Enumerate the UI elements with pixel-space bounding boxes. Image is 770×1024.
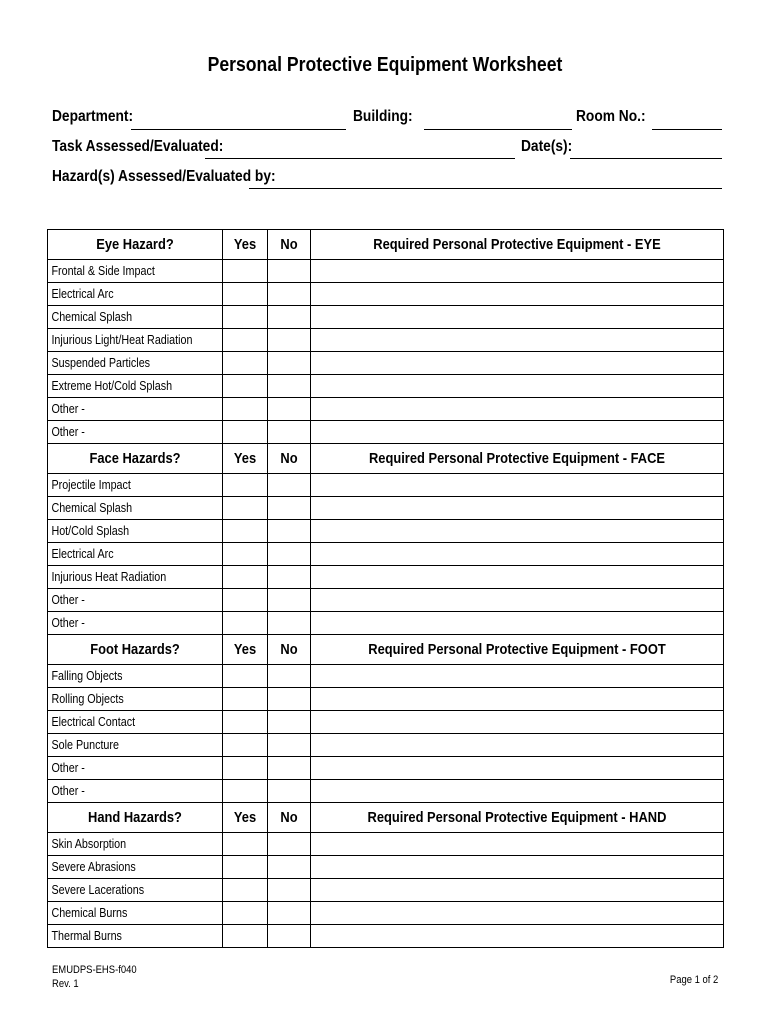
ppe-required-header-cell [311, 803, 724, 833]
hazard-row [48, 421, 724, 444]
ppe-required-header-cell [311, 444, 724, 474]
hazard-label-cell [48, 543, 223, 566]
ppe-required-cell[interactable] [311, 543, 724, 566]
room-field[interactable] [652, 129, 722, 130]
department-field[interactable] [131, 129, 346, 130]
hazard-label-cell [48, 780, 223, 803]
hazard-label-cell [48, 283, 223, 306]
no-cell[interactable] [268, 589, 311, 612]
yes-header-cell [223, 803, 268, 833]
no-header: No [280, 641, 298, 658]
hazard-label-cell [48, 375, 223, 398]
hazard-label: Severe Abrasions [51, 860, 136, 874]
no-cell[interactable] [268, 665, 311, 688]
hazard-label-cell [48, 520, 223, 543]
yes-cell[interactable] [223, 520, 268, 543]
yes-cell[interactable] [223, 566, 268, 589]
yes-header-cell [223, 444, 268, 474]
ppe-required-cell[interactable] [311, 589, 724, 612]
hazard-row [48, 520, 724, 543]
ppe-required-cell[interactable] [311, 757, 724, 780]
yes-cell[interactable] [223, 543, 268, 566]
no-cell[interactable] [268, 543, 311, 566]
hazard-label: Electrical Arc [51, 547, 114, 561]
yes-cell[interactable] [223, 398, 268, 421]
no-header: No [280, 450, 298, 467]
ppe-required-cell[interactable] [311, 497, 724, 520]
ppe-required-cell[interactable] [311, 352, 724, 375]
ppe-required-cell[interactable] [311, 398, 724, 421]
hazard-row [48, 665, 724, 688]
ppe-required-cell[interactable] [311, 711, 724, 734]
room-label: Room No.: [576, 108, 646, 125]
ppe-required-cell[interactable] [311, 688, 724, 711]
hazard-row [48, 566, 724, 589]
no-cell[interactable] [268, 856, 311, 879]
yes-cell[interactable] [223, 283, 268, 306]
yes-cell[interactable] [223, 375, 268, 398]
hazard-label: Other - [51, 402, 85, 416]
hazard-label: Extreme Hot/Cold Splash [51, 379, 173, 393]
hazard-label: Other - [51, 784, 85, 798]
ppe-required-cell[interactable] [311, 260, 724, 283]
ppe-required-cell[interactable] [311, 879, 724, 902]
no-cell[interactable] [268, 329, 311, 352]
hazard-row [48, 734, 724, 757]
hazard-label: Injurious Heat Radiation [51, 570, 167, 584]
hazard-row [48, 902, 724, 925]
ppe-required-header: Required Personal Protective Equipment - EYE [373, 236, 661, 253]
section-title-cell [48, 444, 223, 474]
no-cell[interactable] [268, 688, 311, 711]
hazard-label: Suspended Particles [51, 356, 151, 370]
hazard-row [48, 757, 724, 780]
ppe-required-cell[interactable] [311, 283, 724, 306]
building-label: Building: [353, 108, 413, 125]
dates-label: Date(s): [521, 138, 573, 155]
hazard-label-cell [48, 589, 223, 612]
ppe-required-header-cell [311, 230, 724, 260]
yes-cell[interactable] [223, 833, 268, 856]
no-cell[interactable] [268, 925, 311, 948]
hazard-row [48, 925, 724, 948]
yes-header-cell [223, 230, 268, 260]
section-title: Eye Hazard? [96, 236, 174, 253]
hazard-label-cell [48, 902, 223, 925]
hazard-label: Hot/Cold Splash [51, 524, 130, 538]
hazards-by-label: Hazard(s) Assessed/Evaluated by: [52, 168, 276, 185]
no-cell[interactable] [268, 474, 311, 497]
hazard-row [48, 375, 724, 398]
hazard-label: Other - [51, 593, 85, 607]
section-title-cell [48, 803, 223, 833]
hazard-label-cell [48, 474, 223, 497]
no-cell[interactable] [268, 260, 311, 283]
hazard-label: Rolling Objects [51, 692, 124, 706]
hazard-label: Chemical Splash [51, 310, 133, 324]
yes-cell[interactable] [223, 856, 268, 879]
yes-cell[interactable] [223, 902, 268, 925]
no-cell[interactable] [268, 520, 311, 543]
hazard-label: Thermal Burns [51, 929, 122, 943]
no-header-cell [268, 635, 311, 665]
hazard-label-cell [48, 734, 223, 757]
no-cell[interactable] [268, 306, 311, 329]
yes-cell[interactable] [223, 474, 268, 497]
ppe-required-cell[interactable] [311, 856, 724, 879]
ppe-required-cell[interactable] [311, 902, 724, 925]
hazards-by-field[interactable] [249, 188, 722, 189]
no-cell[interactable] [268, 879, 311, 902]
hazard-row [48, 780, 724, 803]
hazard-label: Injurious Light/Heat Radiation [51, 333, 193, 347]
hazard-label-cell [48, 260, 223, 283]
hazard-label: Projectile Impact [51, 478, 131, 492]
hazard-label: Other - [51, 761, 85, 775]
section-header-row [48, 230, 724, 260]
section-title: Hand Hazards? [88, 809, 182, 826]
page-number: Page 1 of 2 [669, 974, 718, 986]
ppe-table [47, 229, 724, 948]
no-cell[interactable] [268, 497, 311, 520]
hazard-label: Electrical Contact [51, 715, 136, 729]
department-label: Department: [52, 108, 134, 125]
ppe-required-cell[interactable] [311, 375, 724, 398]
yes-cell[interactable] [223, 879, 268, 902]
hazard-row [48, 283, 724, 306]
hazard-label-cell [48, 612, 223, 635]
hazard-label-cell [48, 757, 223, 780]
hazard-row [48, 711, 724, 734]
yes-header: Yes [233, 809, 257, 826]
hazard-label: Other - [51, 425, 85, 439]
hazard-label-cell [48, 329, 223, 352]
no-cell[interactable] [268, 757, 311, 780]
building-field[interactable] [424, 129, 572, 130]
ppe-required-cell[interactable] [311, 612, 724, 635]
hazard-label: Skin Absorption [51, 837, 127, 851]
dates-field[interactable] [570, 158, 722, 159]
yes-cell[interactable] [223, 329, 268, 352]
no-header: No [280, 236, 298, 253]
section-header-row [48, 803, 724, 833]
hazard-row [48, 474, 724, 497]
hazard-row [48, 589, 724, 612]
hazard-label-cell [48, 497, 223, 520]
ppe-required-cell[interactable] [311, 421, 724, 444]
ppe-required-cell[interactable] [311, 474, 724, 497]
hazard-label-cell [48, 421, 223, 444]
yes-header: Yes [233, 450, 257, 467]
hazard-row [48, 306, 724, 329]
hazard-label-cell [48, 306, 223, 329]
ppe-required-cell[interactable] [311, 665, 724, 688]
yes-header: Yes [233, 641, 257, 658]
hazard-label: Falling Objects [51, 669, 123, 683]
hazard-row [48, 352, 724, 375]
yes-header-cell [223, 635, 268, 665]
hazard-label: Other - [51, 616, 85, 630]
hazard-row [48, 329, 724, 352]
hazard-row [48, 833, 724, 856]
page-title: Personal Protective Equipment Worksheet [207, 54, 563, 76]
no-cell[interactable] [268, 711, 311, 734]
yes-cell[interactable] [223, 780, 268, 803]
hazard-label-cell [48, 833, 223, 856]
hazard-label-cell [48, 398, 223, 421]
yes-cell[interactable] [223, 665, 268, 688]
hazard-label: Chemical Splash [51, 501, 133, 515]
hazard-label-cell [48, 879, 223, 902]
yes-header: Yes [233, 236, 257, 253]
no-cell[interactable] [268, 352, 311, 375]
yes-cell[interactable] [223, 352, 268, 375]
yes-cell[interactable] [223, 306, 268, 329]
hazard-row [48, 260, 724, 283]
ppe-required-cell[interactable] [311, 734, 724, 757]
yes-cell[interactable] [223, 421, 268, 444]
hazard-label-cell [48, 856, 223, 879]
hazard-label-cell [48, 566, 223, 589]
yes-cell[interactable] [223, 612, 268, 635]
no-cell[interactable] [268, 566, 311, 589]
hazard-row [48, 612, 724, 635]
ppe-required-cell[interactable] [311, 329, 724, 352]
hazard-label-cell [48, 711, 223, 734]
hazard-row [48, 688, 724, 711]
section-title-cell [48, 230, 223, 260]
ppe-required-cell[interactable] [311, 780, 724, 803]
hazard-label-cell [48, 688, 223, 711]
yes-cell[interactable] [223, 925, 268, 948]
no-header-cell [268, 230, 311, 260]
ppe-required-cell[interactable] [311, 833, 724, 856]
revision: Rev. 1 [52, 978, 79, 990]
ppe-required-cell[interactable] [311, 925, 724, 948]
hazard-label: Electrical Arc [51, 287, 114, 301]
form-id: EMUDPS-EHS-f040 [52, 964, 137, 976]
yes-cell[interactable] [223, 260, 268, 283]
ppe-required-cell[interactable] [311, 566, 724, 589]
no-cell[interactable] [268, 902, 311, 925]
no-cell[interactable] [268, 833, 311, 856]
yes-cell[interactable] [223, 497, 268, 520]
ppe-required-header: Required Personal Protective Equipment - FOOT [368, 641, 666, 658]
ppe-required-cell[interactable] [311, 520, 724, 543]
no-header-cell [268, 444, 311, 474]
yes-cell[interactable] [223, 589, 268, 612]
no-cell[interactable] [268, 780, 311, 803]
ppe-required-header: Required Personal Protective Equipment - FACE [368, 450, 666, 467]
no-header: No [280, 809, 298, 826]
no-cell[interactable] [268, 734, 311, 757]
ppe-required-header: Required Personal Protective Equipment - HAND [367, 809, 667, 826]
hazard-label: Chemical Burns [51, 906, 128, 920]
hazard-label: Sole Puncture [51, 738, 119, 752]
no-cell[interactable] [268, 375, 311, 398]
task-field[interactable] [205, 158, 515, 159]
task-label: Task Assessed/Evaluated: [52, 138, 224, 155]
yes-cell[interactable] [223, 688, 268, 711]
no-cell[interactable] [268, 612, 311, 635]
no-cell[interactable] [268, 283, 311, 306]
hazard-row [48, 879, 724, 902]
no-cell[interactable] [268, 398, 311, 421]
hazard-row [48, 856, 724, 879]
yes-cell[interactable] [223, 757, 268, 780]
yes-cell[interactable] [223, 734, 268, 757]
no-cell[interactable] [268, 421, 311, 444]
hazard-row [48, 497, 724, 520]
ppe-required-cell[interactable] [311, 306, 724, 329]
section-header-row [48, 635, 724, 665]
hazard-label: Severe Lacerations [51, 883, 145, 897]
section-title: Foot Hazards? [90, 641, 180, 658]
hazard-row [48, 398, 724, 421]
section-header-row [48, 444, 724, 474]
hazard-label-cell [48, 352, 223, 375]
hazard-label-cell [48, 665, 223, 688]
no-header-cell [268, 803, 311, 833]
section-title: Face Hazards? [89, 450, 181, 467]
hazard-label: Frontal & Side Impact [51, 264, 155, 278]
hazard-label-cell [48, 925, 223, 948]
ppe-required-header-cell [311, 635, 724, 665]
section-title-cell [48, 635, 223, 665]
hazard-row [48, 543, 724, 566]
yes-cell[interactable] [223, 711, 268, 734]
